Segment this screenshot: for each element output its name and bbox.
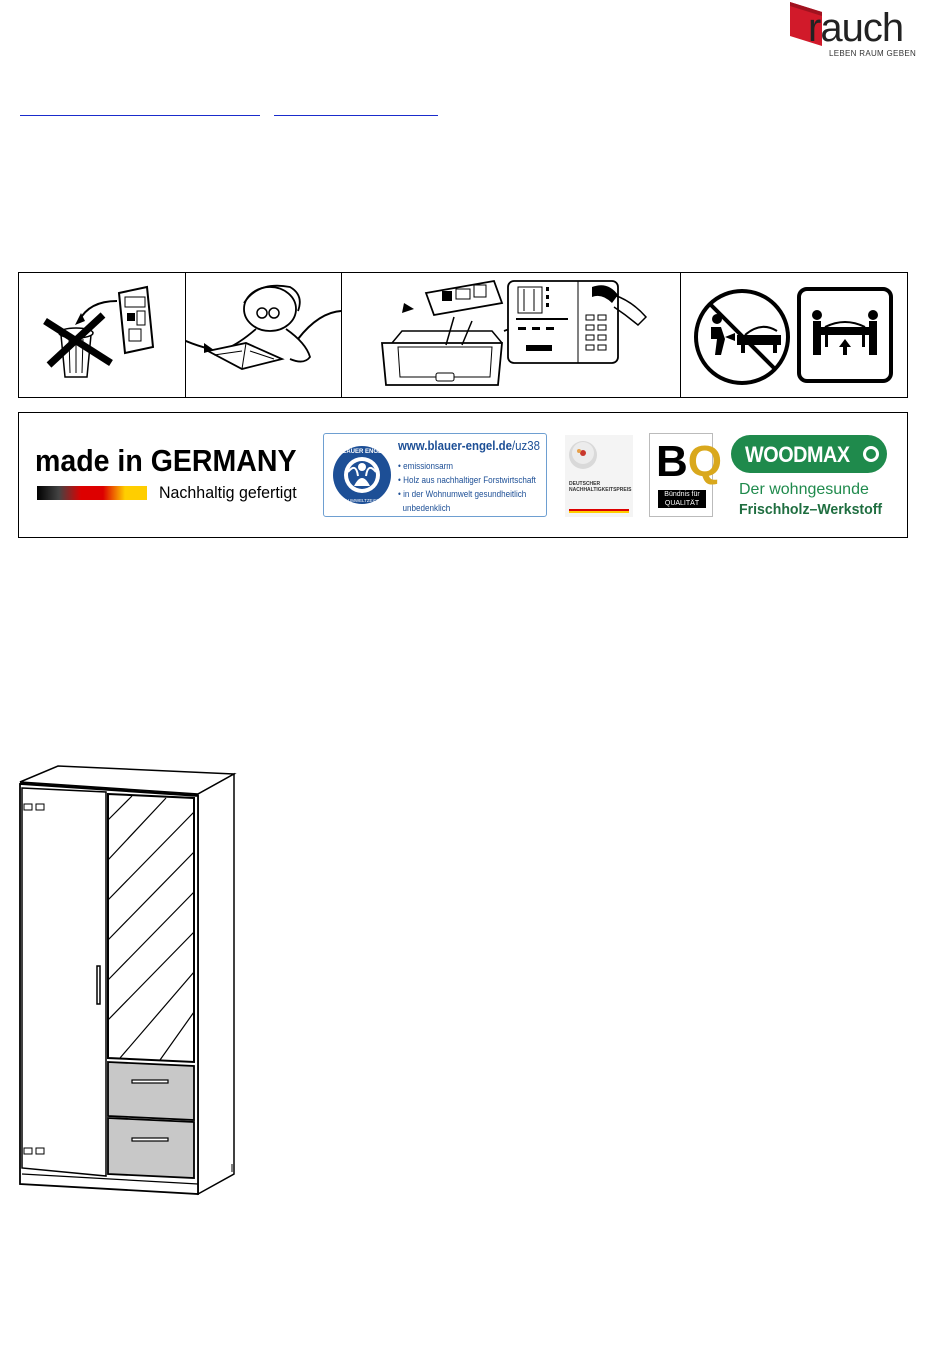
list-item: • Holz aus nachhaltiger Forstwirtschaft <box>398 475 536 485</box>
bq-logo: BQ <box>656 437 723 486</box>
woodmax-dot-icon <box>863 446 879 462</box>
list-item: • in der Wohnumwelt gesundheitlich <box>398 489 527 499</box>
brand-logo <box>786 2 917 62</box>
link-underline-2[interactable] <box>274 115 438 116</box>
instruction-cell-read <box>186 273 342 397</box>
blauer-engel-feature-list <box>398 459 536 515</box>
wardrobe-drawing <box>14 760 244 1200</box>
list-item: • emissionsarm <box>398 461 454 471</box>
blauer-engel-url-domain: www.blauer-engel.de <box>398 438 513 453</box>
blauer-engel-label <box>323 433 547 517</box>
woodmax-name: WOODMAX <box>745 442 850 467</box>
woodmax-line2: Frischholz–Werkstoff <box>739 501 883 518</box>
brand-name: rauch <box>808 6 904 50</box>
made-in-germany-subtitle: Nachhaltig gefertigt <box>159 483 297 502</box>
nachhaltigkeitspreis-badge <box>565 435 633 517</box>
blauer-engel-seal-bottom: DAS UMWELTZEICHEN <box>337 498 387 503</box>
link-underline-1[interactable] <box>20 115 260 116</box>
lift-furniture-icon <box>797 287 893 383</box>
made-in-germany-title: made in GERMANY <box>35 443 297 478</box>
instruction-cell-discard <box>19 273 186 397</box>
nachhaltigkeitspreis-line2: NACHHALTIGKEITSPREIS <box>569 487 632 493</box>
woodmax-logo <box>731 435 887 473</box>
brand-tagline: LEBEN RAUM GEBEN <box>829 49 917 58</box>
read-instructions-icon <box>186 273 342 397</box>
woodmax-line1: Der wohngesunde <box>739 481 869 498</box>
nachhaltigkeitspreis-icon <box>565 435 633 517</box>
blauer-engel-url[interactable] <box>398 438 540 453</box>
blauer-engel-seal-icon <box>332 442 392 508</box>
list-item: unbedenklich <box>402 503 451 513</box>
bq-quality-badge <box>649 433 723 517</box>
keep-instructions-icon <box>342 273 681 397</box>
instruction-cell-keep <box>342 273 681 397</box>
do-not-discard-instructions-icon <box>19 273 186 397</box>
certification-strip <box>18 412 908 538</box>
instruction-panel <box>18 272 908 398</box>
instruction-cell-handling <box>681 273 907 397</box>
blauer-engel-url-code: /uz38 <box>512 438 540 453</box>
blauer-engel-seal-top: BLAUER ENGEL <box>338 449 386 455</box>
bq-caption: Bündnis für QUALITÄT <box>658 490 706 508</box>
germany-flag-stripes <box>37 486 147 500</box>
nachhaltigkeitspreis-line1: DEUTSCHER <box>569 481 601 487</box>
